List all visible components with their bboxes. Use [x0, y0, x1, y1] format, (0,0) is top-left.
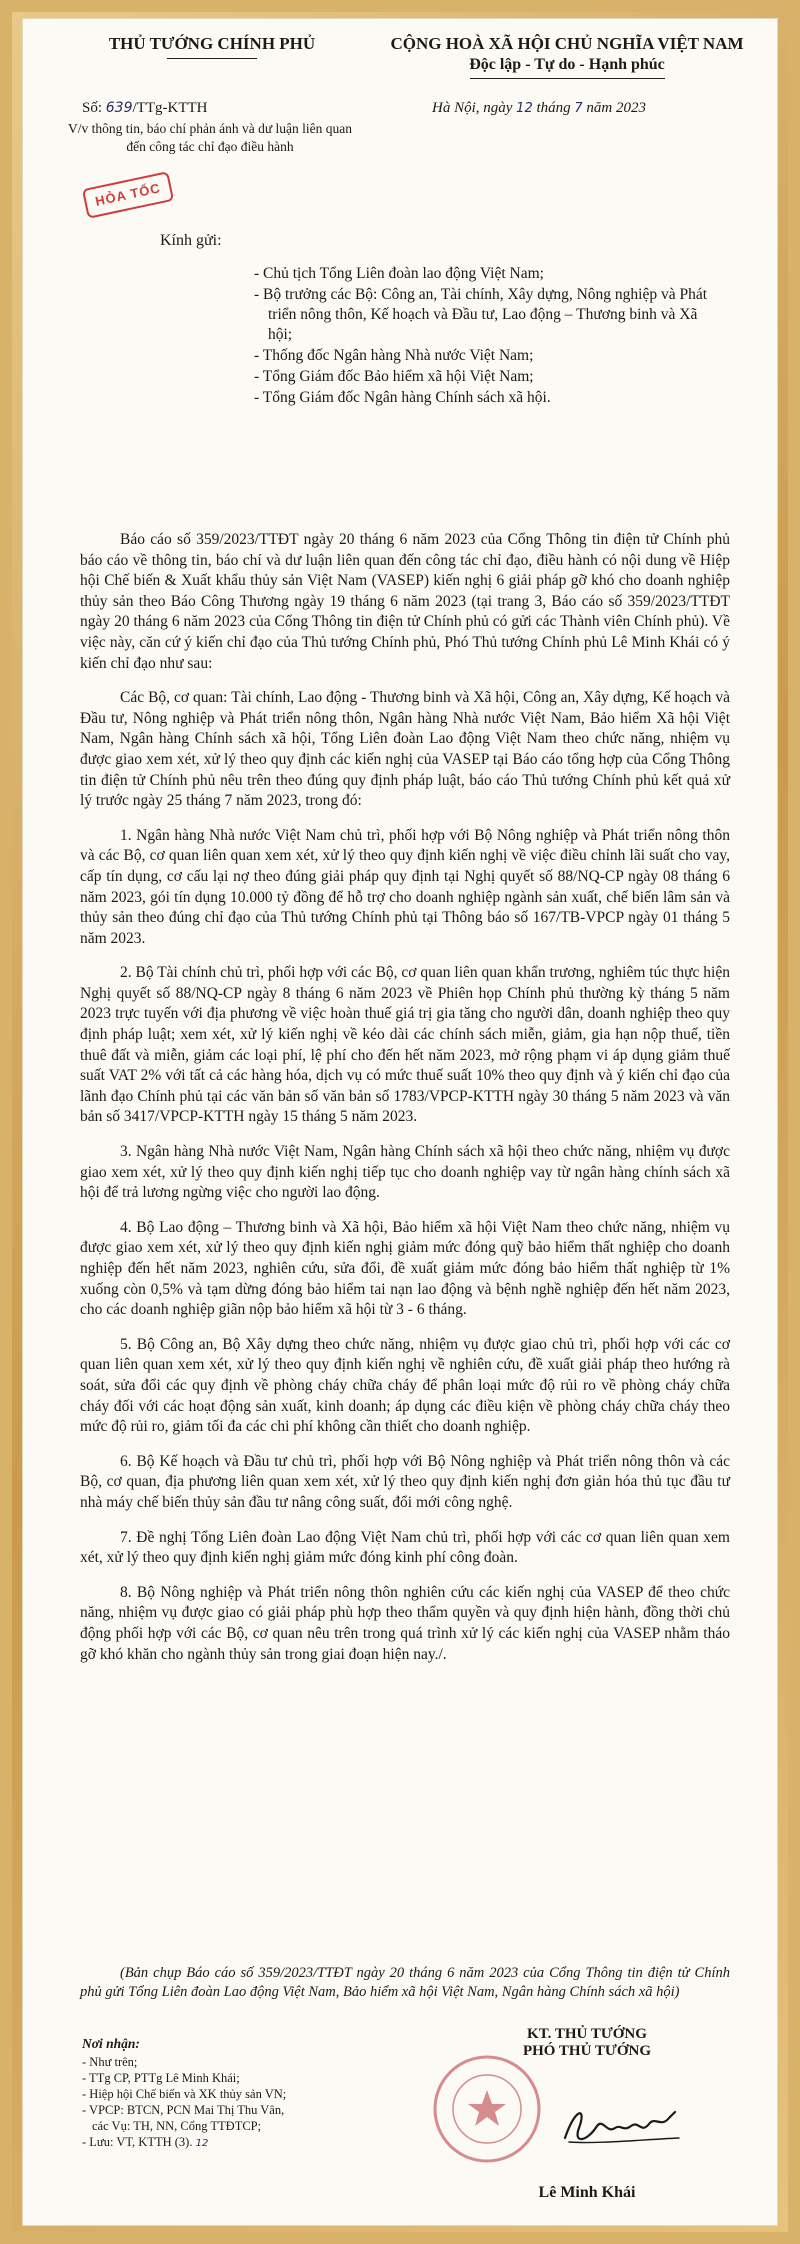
distribution-title: Nơi nhận:	[82, 2036, 140, 2051]
paragraph-item-2: 2. Bộ Tài chính chủ trì, phối hợp với các Bộ, cơ quan liên quan khẩn trương, nghiêm túc thực hiện Nghị quyết số 88/NQ-CP ngày 8 tháng 6 năm 2023 về Phiên họp Chính phủ thường kỳ tháng 5 năm 2023 trực tuyến với địa phương về việc hoàn thuế giá trị gia tăng cho người dân, doanh nghiệp theo quy định pháp luật; xem xét, xử lý kiến nghị về kéo dài các chính sách miễn, giảm, gia hạn nộp thuế, tiền thuê đất và miễn, giảm các loại phí, lệ phí cho đến hết năm 2023, mở rộng phạm vi áp dụng giảm thuế suất VAT 2% với tất cả các hàng hóa, dịch vụ có mức thuế suất 10% theo quy định và ý kiến chỉ đạo của lãnh đạo Chính phủ tại các văn bản số văn bản số 1783/VPCP-KTTH ngày 30 tháng 5 năm 2023 và văn bản số 3417/VPCP-KTTH ngày 15 tháng 5 năm 2023.	[80, 964, 730, 1126]
paragraph-item-7: 7. Đề nghị Tổng Liên đoàn Lao động Việt Nam chủ trì, phối hợp với các cơ quan liên quan xem xét, xử lý theo quy định kiến nghị giảm mức đóng kinh phí công đoàn.	[80, 1528, 730, 1567]
paragraph-item-3: 3. Ngân hàng Nhà nước Việt Nam, Ngân hàng Chính sách xã hội theo chức năng, nhiệm vụ được giao xem xét, xử lý theo quy định kiến nghị tiếp tục cho doanh nghiệp vay từ ngân hàng chính sách xã hội để trả lương ngừng việc cho người lao động.	[80, 1143, 730, 1202]
paragraph-item-4: 4. Bộ Lao động – Thương binh và Xã hội, Bảo hiểm xã hội Việt Nam theo chức năng, nhiệm vụ được giao xem xét, xử lý theo quy định kiến nghị giảm mức đóng quỹ bảo hiểm thất nghiệp cho doanh nghiệp đến hết năm 2023, nghiên cứu, sửa đổi, đề xuất giảm mức đóng bảo hiểm thất nghiệp từ 1% xuống còn 0,5% và tạm dừng đóng bảo hiểm tai nạn lao động và bệnh nghề nghiệp đến hết năm 2023, cho các doanh nghiệp giãn nộp bảo hiểm xã hội từ 3 - 6 tháng.	[80, 1218, 730, 1319]
distribution-item: - VPCP: BTCN, PCN Mai Thị Thu Vân,	[82, 2103, 285, 2117]
distribution-list	[82, 2036, 382, 2152]
national-motto: Độc lập - Tự do - Hạnh phúc	[469, 56, 665, 73]
motto-underline	[470, 78, 665, 79]
distribution-item: - Như trên;	[82, 2055, 138, 2069]
number-label: Số:	[82, 100, 103, 116]
distribution-item	[82, 2134, 382, 2152]
document-date	[432, 100, 646, 117]
agency-name: THỦ TƯỚNG CHÍNH PHỦ	[108, 34, 316, 53]
date-year: năm 2023	[586, 100, 647, 116]
document-page	[22, 18, 778, 2226]
date-day: 12	[516, 101, 533, 116]
paragraph-intro: Báo cáo số 359/2023/TTĐT ngày 20 tháng 6 năm 2023 của Cổng Thông tin điện tử Chính phủ báo cáo về thông tin, báo chí và dư luận liên quan đến công tác chỉ đạo, điều hành có nội dung về Hiệp hội Chế biến & Xuất khẩu thủy sản Việt Nam (VASEP) kiến nghị 6 giải pháp gỡ khó cho doanh nghiệp thủy sản theo Báo Công Thương ngày 19 tháng 6 năm 2023 (tại trang 3, Báo cáo số 359/2023/TTĐT ngày 20 tháng 6 năm 2023 của Cổng Thông tin điện tử Chính phủ có gửi các Thành viên Chính phủ). Về việc này, căn cứ ý kiến chỉ đạo của Thủ tướng Chính phủ, Phó Thủ tướng Chính phủ Lê Minh Khái có ý kiến chỉ đạo như sau:	[80, 531, 730, 672]
date-prefix: Hà Nội, ngày	[432, 100, 513, 116]
number-handwritten: 639	[105, 100, 133, 116]
date-month: 7	[574, 101, 583, 116]
recipient-item: - Chủ tịch Tổng Liên đoàn lao động Việt Nam;	[254, 265, 544, 282]
handwritten-count: 12	[195, 2138, 209, 2149]
recipient-item: - Tổng Giám đốc Ngân hàng Chính sách xã hội.	[254, 389, 551, 406]
subject-line: V/v thông tin, báo chí phản ánh và dư luận liên quan đến công tác chỉ đạo điều hành	[67, 121, 352, 154]
national-header	[367, 34, 767, 79]
agency-underline	[167, 58, 257, 59]
paragraph-directive: Các Bộ, cơ quan: Tài chính, Lao động - Thương binh và Xã hội, Công an, Xây dựng, Kế hoạch và Đầu tư, Nông nghiệp và Phát triển nông thôn, Ngân hàng Nhà nước Việt Nam, Bảo hiểm Xã hội Việt Nam, Ngân hàng Chính sách xã hội, Tổng Liên đoàn Lao động Việt Nam theo chức năng, nhiệm vụ được giao xem xét, xử lý theo quy định các kiến nghị của VASEP tại Báo cáo tổng hợp của Cổng Thông tin điện tử Chính phủ nêu trên theo đúng quy định pháp luật, báo cáo Thủ tướng Chính phủ kết quả xử lý trước ngày 25 tháng 7 năm 2023, trong đó:	[80, 689, 730, 810]
archive-note: - Lưu: VT, KTTH (3).	[82, 2135, 193, 2149]
distribution-item: - TTg CP, PTTg Lê Minh Khái;	[82, 2071, 240, 2085]
date-month-label: tháng	[536, 100, 571, 116]
signer-title: PHÓ THỦ TƯỚNG	[522, 2043, 652, 2059]
recipient-item: - Bộ trưởng các Bộ: Công an, Tài chính, Xây dựng, Nông nghiệp và Phát triển nông thôn, Kế hoạch và Đầu tư, Lao động – Thương binh và Xã hội;	[254, 286, 708, 343]
urgent-stamp: HỎA TỐC	[82, 171, 174, 219]
signer-name: Lê Minh Khái	[538, 2184, 636, 2201]
paragraph-item-6: 6. Bộ Kế hoạch và Đầu tư chủ trì, phối hợp với Bộ Nông nghiệp và Phát triển nông thôn và các Bộ, cơ quan, địa phương liên quan xem xét, xử lý theo quy định kiến nghị đơn giản hóa thủ tục đầu tư nhà máy chế biến thủy sản đầu tư nâng công suất, đổi mới công nghệ.	[80, 1452, 730, 1511]
nation-name: CỘNG HOÀ XÃ HỘI CHỦ NGHĨA VIỆT NAM	[390, 34, 744, 53]
attachment-caption: (Bản chụp Báo cáo số 359/2023/TTĐT ngày 20 tháng 6 năm 2023 của Cổng Thông tin điện tử Chính phủ gửi Tổng Liên đoàn Lao động Việt Nam, Bảo hiểm xã hội Việt Nam, Ngân hàng Chính sách xã hội)	[80, 1965, 730, 2000]
handwritten-signature-icon	[557, 2098, 687, 2158]
document-body	[80, 530, 730, 1679]
paragraph-item-1: 1. Ngân hàng Nhà nước Việt Nam chủ trì, phối hợp với Bộ Nông nghiệp và Phát triển nông thôn và các Bộ, cơ quan liên quan xem xét, xử lý theo quy định kiến nghị về việc điều chỉnh lãi suất cho vay, cấp tín dụng, cơ cấu lại nợ theo đúng giải pháp quy định tại Nghị quyết số 88/NQ-CP ngày 08 tháng 6 năm 2023, gói tín dụng 10.000 tỷ đồng để hỗ trợ cho doanh nghiệp ngành sản xuất, chế biến lâm sản và thủy sản theo đúng chỉ đạo của Thủ tướng Chính phủ tại Thông báo số 167/TB-VPCP ngày 01 tháng 5 năm 2023.	[80, 826, 730, 947]
recipient-list	[254, 264, 724, 409]
document-number	[82, 100, 207, 117]
distribution-item: - Hiệp hội Chế biến và XK thủy sản VN;	[82, 2087, 287, 2101]
salutation: Kính gửi:	[160, 232, 222, 249]
recipient-item: - Tổng Giám đốc Bảo hiểm xã hội Việt Nam;	[254, 368, 534, 385]
recipient-item: - Thống đốc Ngân hàng Nhà nước Việt Nam;	[254, 347, 534, 364]
signing-authority: KT. THỦ TƯỚNG	[527, 2026, 647, 2042]
distribution-item: các Vụ: TH, NN, Cổng TTĐTCP;	[92, 2119, 262, 2133]
paragraph-item-8: 8. Bộ Nông nghiệp và Phát triển nông thôn nghiên cứu các kiến nghị của VASEP để theo chức năng, nhiệm vụ được giao có giải pháp phù hợp theo thẩm quyền và quy định hiện hành, đồng thời chủ động phối hợp với các Bộ, cơ quan nêu trên trong quá trình xử lý các kiến nghị của VASEP nhằm tháo gỡ khó khăn cho ngành thủy sản trong giai đoạn hiện nay./.	[80, 1583, 730, 1663]
number-suffix: /TTg-KTTH	[132, 100, 208, 116]
issuing-agency	[82, 34, 342, 59]
paragraph-item-5: 5. Bộ Công an, Bộ Xây dựng theo chức năng, nhiệm vụ được giao chủ trì, phối hợp với các cơ quan liên quan xem xét, xử lý theo quy định kiến nghị về nghiên cứu, đề xuất giải pháp theo hướng rà soát, sửa đổi các quy định về phòng cháy chữa cháy để phân loại mức độ rủi ro về phòng cháy chữa cháy đối với các hoạt động sản xuất, kinh doanh; áp dụng các điều kiện về phòng cháy chữa cháy theo mức độ rủi ro, giảm tối đa các chi phí không cần thiết cho doanh nghiệp.	[80, 1335, 730, 1436]
state-seal-icon	[432, 2054, 542, 2164]
